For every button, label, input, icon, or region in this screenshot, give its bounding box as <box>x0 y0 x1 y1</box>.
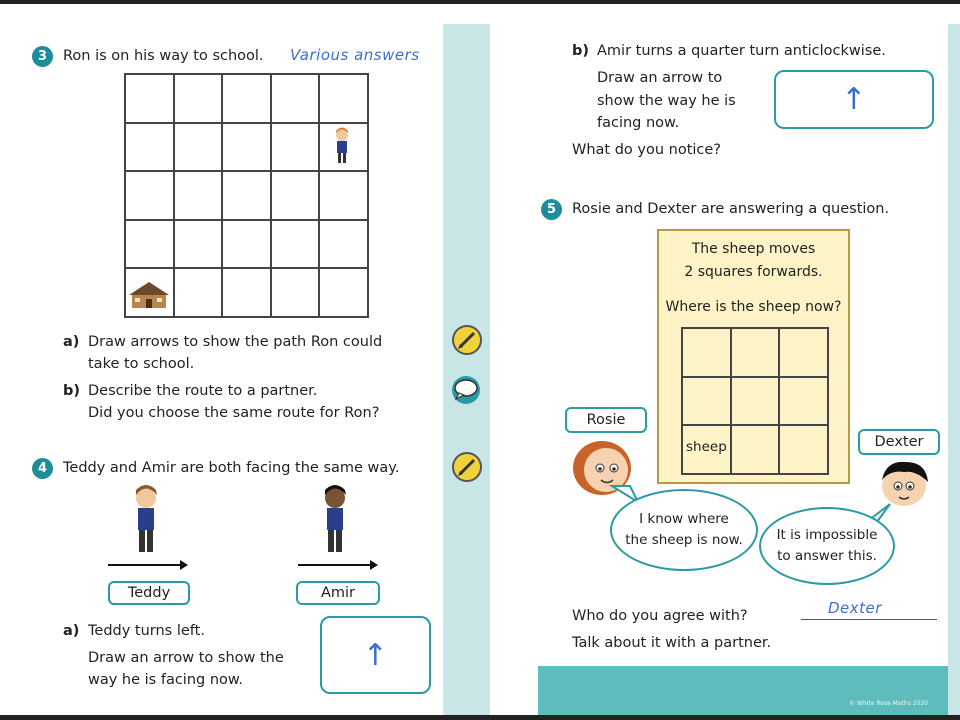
amir-label: Amir <box>296 581 380 605</box>
dexter-speech-line1: It is impossible <box>776 527 878 543</box>
bottom-border <box>0 715 960 720</box>
grid-cell <box>780 426 829 475</box>
q3-part-a-line1: Draw arrows to show the path Ron could <box>88 334 383 350</box>
top-border <box>0 0 960 4</box>
grid-cell[interactable] <box>223 172 272 221</box>
amir-direction-arrow-icon <box>298 559 380 571</box>
grid-cell[interactable] <box>175 75 224 124</box>
ron-grid <box>124 73 369 318</box>
answer-line[interactable] <box>801 619 937 620</box>
grid-cell[interactable] <box>126 124 175 173</box>
copyright-text: © White Rose Maths 2020 <box>849 700 928 707</box>
rosie-speech-bubble <box>610 489 758 571</box>
footer-band <box>538 666 948 715</box>
teddy-direction-arrow-icon <box>108 559 190 571</box>
agree-answer: Dexter <box>828 599 882 617</box>
grid-cell[interactable] <box>175 124 224 173</box>
up-arrow-icon: ↑ <box>841 82 867 117</box>
grid-cell-school[interactable] <box>126 269 175 318</box>
sheep-label: sheep <box>686 439 727 456</box>
grid-cell[interactable] <box>272 124 321 173</box>
q3-part-a-label: a) <box>63 334 80 350</box>
grid-cell <box>780 329 829 378</box>
pencil-icon <box>452 325 482 355</box>
grid-cell[interactable] <box>175 221 224 270</box>
sheep-grid <box>681 327 829 475</box>
teddy-figure-icon <box>124 482 170 560</box>
question-card <box>657 229 850 484</box>
card-question: Where is the sheep now? <box>665 299 842 315</box>
amir-figure-icon <box>313 482 359 560</box>
q3-part-b-label: b) <box>63 383 81 399</box>
dexter-speech-line2: to answer this. <box>777 548 877 564</box>
rosie-speech-line2: the sheep is now. <box>625 532 743 548</box>
grid-cell[interactable] <box>175 269 224 318</box>
q4-part-b-label: b) <box>572 43 590 59</box>
question-5-prompt: Rosie and Dexter are answering a question. <box>572 201 890 217</box>
grid-cell[interactable] <box>126 75 175 124</box>
grid-cell[interactable] <box>223 269 272 318</box>
grid-cell[interactable] <box>223 75 272 124</box>
up-arrow-icon: ↑ <box>362 637 389 673</box>
grid-cell-ron[interactable] <box>320 124 369 173</box>
grid-cell[interactable] <box>272 172 321 221</box>
grid-cell <box>780 378 829 427</box>
notice-question: What do you notice? <box>572 142 722 158</box>
dexter-label: Dexter <box>858 429 940 455</box>
page-spine <box>443 24 490 715</box>
question-3-prompt: Ron is on his way to school. <box>63 48 264 64</box>
q4-part-b-line1: Amir turns a quarter turn anticlockwise. <box>597 43 886 59</box>
q4a-answer-box[interactable] <box>320 616 431 694</box>
q4-part-b-line2: Draw an arrow to <box>597 70 723 86</box>
q4-part-a-line3: way he is facing now. <box>88 672 244 688</box>
q4-part-a-line1: Teddy turns left. <box>88 623 205 639</box>
ron-figure-icon <box>320 124 366 170</box>
grid-cell[interactable] <box>272 221 321 270</box>
grid-cell[interactable] <box>272 75 321 124</box>
grid-cell <box>732 329 781 378</box>
dexter-speech-bubble <box>759 507 895 585</box>
school-icon <box>126 269 172 315</box>
agree-question: Who do you agree with? <box>572 608 748 624</box>
grid-cell <box>732 426 781 475</box>
handwritten-answer: Various answers <box>290 46 420 64</box>
grid-cell <box>732 378 781 427</box>
grid-cell[interactable] <box>126 172 175 221</box>
grid-cell[interactable] <box>223 124 272 173</box>
teddy-label: Teddy <box>108 581 190 605</box>
q3-part-a-line2: take to school. <box>88 356 195 372</box>
speech-bubble-icon <box>450 374 482 406</box>
grid-cell[interactable] <box>272 269 321 318</box>
q3-part-b-line2: Did you choose the same route for Ron? <box>88 405 380 421</box>
right-page-edge <box>948 24 960 715</box>
rosie-label: Rosie <box>565 407 647 433</box>
grid-cell <box>683 378 732 427</box>
grid-cell[interactable] <box>126 221 175 270</box>
grid-cell[interactable] <box>223 221 272 270</box>
grid-cell[interactable] <box>320 221 369 270</box>
grid-cell[interactable] <box>320 172 369 221</box>
question-4-badge: 4 <box>32 458 53 479</box>
q4-part-a-line2: Draw an arrow to show the <box>88 650 284 666</box>
question-4-prompt: Teddy and Amir are both facing the same way. <box>63 460 400 476</box>
grid-cell[interactable] <box>320 269 369 318</box>
grid-cell <box>683 329 732 378</box>
q4-part-b-line4: facing now. <box>597 115 680 131</box>
card-line-2: 2 squares forwards. <box>684 264 823 280</box>
q3-part-b-line1: Describe the route to a partner. <box>88 383 318 399</box>
rosie-speech-line1: I know where <box>639 511 729 527</box>
q4-part-b-line3: show the way he is <box>597 93 736 109</box>
q4-part-a-label: a) <box>63 623 80 639</box>
dexter-face-icon <box>876 458 932 508</box>
card-line-1: The sheep moves <box>691 241 816 257</box>
grid-cell-sheep <box>683 426 732 475</box>
q4b-answer-box[interactable] <box>774 70 934 129</box>
question-3-badge: 3 <box>32 46 53 67</box>
question-5-badge: 5 <box>541 199 562 220</box>
grid-cell[interactable] <box>175 172 224 221</box>
talk-instruction: Talk about it with a partner. <box>572 635 772 651</box>
grid-cell[interactable] <box>320 75 369 124</box>
pencil-icon <box>452 452 482 482</box>
